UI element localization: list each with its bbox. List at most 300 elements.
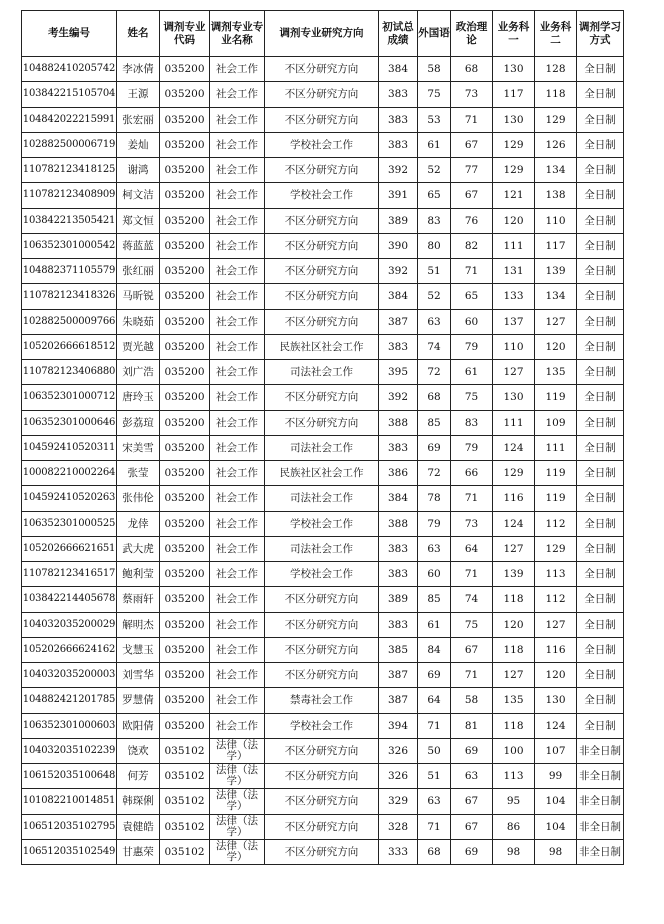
cell-total-score: 390 xyxy=(379,233,418,258)
cell-foreign-language: 78 xyxy=(418,486,451,511)
table-header xyxy=(22,11,624,57)
cell-research-direction: 不区分研究方向 xyxy=(265,107,379,132)
cell-politics: 74 xyxy=(451,587,493,612)
cell-name: 张伟伦 xyxy=(117,486,160,511)
table-row xyxy=(22,814,624,839)
cell-total-score: 392 xyxy=(379,259,418,284)
cell-politics: 63 xyxy=(451,764,493,789)
table-row xyxy=(22,309,624,334)
cell-major-code: 035200 xyxy=(160,612,210,637)
cell-major-code: 035200 xyxy=(160,233,210,258)
cell-politics: 73 xyxy=(451,82,493,107)
cell-research-direction: 司法社会工作 xyxy=(265,536,379,561)
header-politics: 政治理论 xyxy=(451,11,493,57)
cell-subject-one: 116 xyxy=(493,486,535,511)
cell-total-score: 386 xyxy=(379,461,418,486)
cell-subject-one: 129 xyxy=(493,132,535,157)
table-row xyxy=(22,360,624,385)
cell-subject-two: 134 xyxy=(535,284,577,309)
cell-subject-two: 119 xyxy=(535,461,577,486)
cell-foreign-language: 80 xyxy=(418,233,451,258)
cell-name: 袁健皓 xyxy=(117,814,160,839)
cell-major-name: 社会工作 xyxy=(210,309,265,334)
cell-name: 鲍利莹 xyxy=(117,562,160,587)
cell-foreign-language: 72 xyxy=(418,360,451,385)
cell-study-mode: 非全日制 xyxy=(577,814,624,839)
cell-subject-one: 130 xyxy=(493,385,535,410)
cell-total-score: 394 xyxy=(379,713,418,738)
table-row xyxy=(22,107,624,132)
cell-research-direction: 学校社会工作 xyxy=(265,562,379,587)
cell-politics: 69 xyxy=(451,839,493,864)
cell-study-mode: 全日制 xyxy=(577,385,624,410)
cell-candidate-id: 102882500006719 xyxy=(22,132,117,157)
cell-major-code: 035200 xyxy=(160,663,210,688)
cell-research-direction: 不区分研究方向 xyxy=(265,82,379,107)
cell-research-direction: 学校社会工作 xyxy=(265,511,379,536)
cell-major-name: 社会工作 xyxy=(210,385,265,410)
cell-politics: 67 xyxy=(451,814,493,839)
cell-foreign-language: 68 xyxy=(418,839,451,864)
cell-study-mode: 全日制 xyxy=(577,461,624,486)
header-major-code: 调剂专业代码 xyxy=(160,11,210,57)
cell-politics: 75 xyxy=(451,612,493,637)
cell-politics: 71 xyxy=(451,663,493,688)
cell-name: 刘广浩 xyxy=(117,360,160,385)
cell-major-code: 035200 xyxy=(160,82,210,107)
cell-foreign-language: 52 xyxy=(418,158,451,183)
cell-name: 唐玲玉 xyxy=(117,385,160,410)
cell-total-score: 383 xyxy=(379,107,418,132)
header-foreign-language: 外国语 xyxy=(418,11,451,57)
cell-subject-two: 126 xyxy=(535,132,577,157)
cell-foreign-language: 64 xyxy=(418,688,451,713)
cell-foreign-language: 72 xyxy=(418,461,451,486)
cell-politics: 77 xyxy=(451,158,493,183)
cell-candidate-id: 110782123406880 xyxy=(22,360,117,385)
cell-subject-two: 104 xyxy=(535,789,577,814)
cell-study-mode: 全日制 xyxy=(577,233,624,258)
cell-politics: 64 xyxy=(451,536,493,561)
cell-major-name: 社会工作 xyxy=(210,612,265,637)
table-row xyxy=(22,158,624,183)
cell-candidate-id: 106352301000542 xyxy=(22,233,117,258)
cell-candidate-id: 104032035200029 xyxy=(22,612,117,637)
cell-major-code: 035102 xyxy=(160,839,210,864)
cell-name: 张宏丽 xyxy=(117,107,160,132)
cell-major-name: 社会工作 xyxy=(210,233,265,258)
cell-major-name: 法律（法学） xyxy=(210,738,265,763)
cell-study-mode: 非全日制 xyxy=(577,738,624,763)
cell-foreign-language: 63 xyxy=(418,789,451,814)
cell-foreign-language: 71 xyxy=(418,814,451,839)
table-row xyxy=(22,208,624,233)
cell-candidate-id: 110782123416517 xyxy=(22,562,117,587)
cell-study-mode: 全日制 xyxy=(577,158,624,183)
cell-research-direction: 不区分研究方向 xyxy=(265,410,379,435)
cell-major-code: 035200 xyxy=(160,511,210,536)
cell-candidate-id: 104882410205742 xyxy=(22,57,117,82)
cell-major-name: 社会工作 xyxy=(210,82,265,107)
cell-major-code: 035200 xyxy=(160,713,210,738)
admission-table xyxy=(21,10,624,865)
cell-major-code: 035200 xyxy=(160,132,210,157)
table-row xyxy=(22,82,624,107)
cell-politics: 71 xyxy=(451,486,493,511)
cell-foreign-language: 74 xyxy=(418,334,451,359)
cell-name: 解明杰 xyxy=(117,612,160,637)
cell-foreign-language: 69 xyxy=(418,435,451,460)
table-row xyxy=(22,789,624,814)
cell-major-code: 035200 xyxy=(160,360,210,385)
cell-study-mode: 全日制 xyxy=(577,410,624,435)
cell-major-name: 社会工作 xyxy=(210,208,265,233)
cell-major-name: 社会工作 xyxy=(210,57,265,82)
cell-major-name: 法律（法学） xyxy=(210,764,265,789)
cell-major-name: 社会工作 xyxy=(210,435,265,460)
cell-name: 彭荔瑄 xyxy=(117,410,160,435)
cell-subject-one: 129 xyxy=(493,461,535,486)
cell-politics: 58 xyxy=(451,688,493,713)
cell-subject-two: 113 xyxy=(535,562,577,587)
cell-study-mode: 全日制 xyxy=(577,562,624,587)
cell-name: 郑文恒 xyxy=(117,208,160,233)
cell-politics: 76 xyxy=(451,208,493,233)
cell-subject-one: 118 xyxy=(493,587,535,612)
cell-major-code: 035200 xyxy=(160,688,210,713)
cell-name: 龙倖 xyxy=(117,511,160,536)
table-row xyxy=(22,713,624,738)
cell-candidate-id: 106352301000603 xyxy=(22,713,117,738)
table-row xyxy=(22,132,624,157)
cell-candidate-id: 104882371105579 xyxy=(22,259,117,284)
cell-foreign-language: 61 xyxy=(418,612,451,637)
header-subject-one: 业务科一 xyxy=(493,11,535,57)
cell-subject-one: 131 xyxy=(493,259,535,284)
cell-foreign-language: 83 xyxy=(418,208,451,233)
cell-name: 马昕锐 xyxy=(117,284,160,309)
cell-foreign-language: 69 xyxy=(418,663,451,688)
cell-politics: 65 xyxy=(451,284,493,309)
cell-name: 蔡雨轩 xyxy=(117,587,160,612)
cell-subject-one: 130 xyxy=(493,57,535,82)
cell-subject-one: 127 xyxy=(493,536,535,561)
cell-subject-two: 118 xyxy=(535,82,577,107)
cell-name: 宋美雪 xyxy=(117,435,160,460)
cell-research-direction: 不区分研究方向 xyxy=(265,738,379,763)
cell-major-name: 社会工作 xyxy=(210,284,265,309)
cell-research-direction: 不区分研究方向 xyxy=(265,587,379,612)
cell-study-mode: 全日制 xyxy=(577,713,624,738)
cell-foreign-language: 52 xyxy=(418,284,451,309)
cell-subject-two: 128 xyxy=(535,57,577,82)
cell-subject-one: 98 xyxy=(493,839,535,864)
cell-subject-two: 117 xyxy=(535,233,577,258)
cell-research-direction: 不区分研究方向 xyxy=(265,814,379,839)
cell-subject-one: 120 xyxy=(493,208,535,233)
cell-study-mode: 全日制 xyxy=(577,486,624,511)
cell-name: 刘雪华 xyxy=(117,663,160,688)
cell-major-name: 社会工作 xyxy=(210,132,265,157)
cell-total-score: 388 xyxy=(379,511,418,536)
table-row xyxy=(22,511,624,536)
cell-subject-two: 119 xyxy=(535,385,577,410)
table-row xyxy=(22,562,624,587)
cell-politics: 71 xyxy=(451,107,493,132)
cell-major-code: 035200 xyxy=(160,385,210,410)
cell-major-code: 035200 xyxy=(160,259,210,284)
cell-study-mode: 全日制 xyxy=(577,360,624,385)
cell-subject-two: 127 xyxy=(535,612,577,637)
cell-study-mode: 全日制 xyxy=(577,663,624,688)
cell-major-name: 社会工作 xyxy=(210,183,265,208)
cell-study-mode: 非全日制 xyxy=(577,764,624,789)
cell-total-score: 383 xyxy=(379,612,418,637)
cell-politics: 67 xyxy=(451,637,493,662)
cell-study-mode: 全日制 xyxy=(577,259,624,284)
cell-subject-two: 112 xyxy=(535,511,577,536)
cell-candidate-id: 110782123418125 xyxy=(22,158,117,183)
cell-name: 王源 xyxy=(117,82,160,107)
cell-subject-one: 127 xyxy=(493,663,535,688)
cell-candidate-id: 105202666624162 xyxy=(22,637,117,662)
header-major-name: 调剂专业专业名称 xyxy=(210,11,265,57)
cell-subject-two: 139 xyxy=(535,259,577,284)
cell-research-direction: 不区分研究方向 xyxy=(265,158,379,183)
table-body xyxy=(22,57,624,865)
cell-foreign-language: 71 xyxy=(418,713,451,738)
cell-candidate-id: 110782123418326 xyxy=(22,284,117,309)
cell-name: 罗慧倩 xyxy=(117,688,160,713)
table-row xyxy=(22,259,624,284)
cell-subject-two: 110 xyxy=(535,208,577,233)
cell-major-name: 社会工作 xyxy=(210,511,265,536)
header-row xyxy=(22,11,624,57)
cell-subject-two: 112 xyxy=(535,587,577,612)
cell-total-score: 388 xyxy=(379,410,418,435)
cell-major-code: 035200 xyxy=(160,410,210,435)
cell-research-direction: 不区分研究方向 xyxy=(265,309,379,334)
cell-major-code: 035102 xyxy=(160,789,210,814)
cell-candidate-id: 106512035102795 xyxy=(22,814,117,839)
cell-total-score: 384 xyxy=(379,284,418,309)
cell-total-score: 392 xyxy=(379,158,418,183)
cell-candidate-id: 106352301000646 xyxy=(22,410,117,435)
cell-major-code: 035200 xyxy=(160,309,210,334)
cell-foreign-language: 61 xyxy=(418,132,451,157)
cell-major-code: 035200 xyxy=(160,637,210,662)
cell-foreign-language: 68 xyxy=(418,385,451,410)
header-subject-two: 业务科二 xyxy=(535,11,577,57)
cell-subject-one: 121 xyxy=(493,183,535,208)
cell-candidate-id: 100082210002264 xyxy=(22,461,117,486)
cell-politics: 61 xyxy=(451,360,493,385)
cell-name: 蒋蓝蓝 xyxy=(117,233,160,258)
table-row xyxy=(22,284,624,309)
cell-subject-two: 109 xyxy=(535,410,577,435)
cell-name: 韩琛俐 xyxy=(117,789,160,814)
table-row xyxy=(22,738,624,763)
cell-total-score: 383 xyxy=(379,562,418,587)
table-row xyxy=(22,486,624,511)
table-row xyxy=(22,663,624,688)
cell-subject-one: 113 xyxy=(493,764,535,789)
cell-name: 朱晓茹 xyxy=(117,309,160,334)
cell-subject-one: 111 xyxy=(493,410,535,435)
table-row xyxy=(22,334,624,359)
cell-research-direction: 司法社会工作 xyxy=(265,360,379,385)
cell-foreign-language: 63 xyxy=(418,536,451,561)
cell-name: 饶欢 xyxy=(117,738,160,763)
cell-research-direction: 司法社会工作 xyxy=(265,486,379,511)
cell-total-score: 326 xyxy=(379,738,418,763)
cell-research-direction: 民族社区社会工作 xyxy=(265,461,379,486)
cell-subject-one: 100 xyxy=(493,738,535,763)
cell-research-direction: 民族社区社会工作 xyxy=(265,334,379,359)
cell-politics: 69 xyxy=(451,738,493,763)
cell-total-score: 326 xyxy=(379,764,418,789)
cell-name: 张莹 xyxy=(117,461,160,486)
cell-subject-two: 99 xyxy=(535,764,577,789)
cell-politics: 60 xyxy=(451,309,493,334)
cell-name: 李冰倩 xyxy=(117,57,160,82)
cell-total-score: 383 xyxy=(379,334,418,359)
cell-subject-one: 124 xyxy=(493,511,535,536)
cell-foreign-language: 84 xyxy=(418,637,451,662)
cell-research-direction: 不区分研究方向 xyxy=(265,284,379,309)
cell-total-score: 328 xyxy=(379,814,418,839)
cell-total-score: 383 xyxy=(379,82,418,107)
cell-politics: 83 xyxy=(451,410,493,435)
header-name: 姓名 xyxy=(117,11,160,57)
cell-study-mode: 全日制 xyxy=(577,587,624,612)
header-total-score: 初试总成绩 xyxy=(379,11,418,57)
cell-candidate-id: 104592410520311 xyxy=(22,435,117,460)
table-row xyxy=(22,612,624,637)
cell-subject-one: 117 xyxy=(493,82,535,107)
table-row xyxy=(22,764,624,789)
cell-study-mode: 非全日制 xyxy=(577,839,624,864)
cell-research-direction: 学校社会工作 xyxy=(265,183,379,208)
cell-research-direction: 不区分研究方向 xyxy=(265,385,379,410)
cell-study-mode: 全日制 xyxy=(577,435,624,460)
cell-candidate-id: 110782123408909 xyxy=(22,183,117,208)
cell-name: 张红丽 xyxy=(117,259,160,284)
cell-politics: 67 xyxy=(451,789,493,814)
cell-major-code: 035102 xyxy=(160,764,210,789)
cell-study-mode: 非全日制 xyxy=(577,789,624,814)
cell-subject-two: 130 xyxy=(535,688,577,713)
header-research-direction: 调剂专业研究方向 xyxy=(265,11,379,57)
header-candidate-id: 考生编号 xyxy=(22,11,117,57)
cell-major-code: 035200 xyxy=(160,107,210,132)
cell-name: 戈慧玉 xyxy=(117,637,160,662)
cell-study-mode: 全日制 xyxy=(577,637,624,662)
table-row xyxy=(22,688,624,713)
cell-subject-two: 119 xyxy=(535,486,577,511)
cell-politics: 67 xyxy=(451,183,493,208)
cell-subject-one: 110 xyxy=(493,334,535,359)
cell-candidate-id: 103842215105704 xyxy=(22,82,117,107)
cell-subject-one: 111 xyxy=(493,233,535,258)
cell-candidate-id: 104592410520263 xyxy=(22,486,117,511)
cell-study-mode: 全日制 xyxy=(577,536,624,561)
cell-major-name: 社会工作 xyxy=(210,259,265,284)
cell-politics: 68 xyxy=(451,57,493,82)
table-row xyxy=(22,233,624,258)
cell-major-name: 社会工作 xyxy=(210,536,265,561)
cell-subject-one: 137 xyxy=(493,309,535,334)
cell-candidate-id: 102882500009766 xyxy=(22,309,117,334)
cell-politics: 71 xyxy=(451,259,493,284)
cell-foreign-language: 75 xyxy=(418,82,451,107)
cell-name: 甘惠荣 xyxy=(117,839,160,864)
cell-subject-two: 120 xyxy=(535,663,577,688)
cell-foreign-language: 65 xyxy=(418,183,451,208)
cell-study-mode: 全日制 xyxy=(577,132,624,157)
cell-subject-two: 135 xyxy=(535,360,577,385)
table-row xyxy=(22,461,624,486)
cell-subject-one: 86 xyxy=(493,814,535,839)
cell-subject-two: 120 xyxy=(535,334,577,359)
cell-politics: 75 xyxy=(451,385,493,410)
cell-major-name: 社会工作 xyxy=(210,410,265,435)
cell-research-direction: 不区分研究方向 xyxy=(265,663,379,688)
cell-politics: 67 xyxy=(451,132,493,157)
table-row xyxy=(22,637,624,662)
cell-major-name: 社会工作 xyxy=(210,663,265,688)
cell-total-score: 387 xyxy=(379,309,418,334)
cell-name: 柯文洁 xyxy=(117,183,160,208)
cell-politics: 73 xyxy=(451,511,493,536)
cell-major-name: 社会工作 xyxy=(210,461,265,486)
cell-politics: 81 xyxy=(451,713,493,738)
cell-subject-two: 129 xyxy=(535,107,577,132)
cell-major-name: 法律（法学） xyxy=(210,814,265,839)
cell-subject-one: 118 xyxy=(493,637,535,662)
cell-subject-one: 120 xyxy=(493,612,535,637)
cell-major-name: 社会工作 xyxy=(210,334,265,359)
cell-foreign-language: 51 xyxy=(418,764,451,789)
cell-research-direction: 不区分研究方向 xyxy=(265,764,379,789)
cell-total-score: 395 xyxy=(379,360,418,385)
cell-study-mode: 全日制 xyxy=(577,82,624,107)
cell-politics: 79 xyxy=(451,435,493,460)
cell-major-code: 035200 xyxy=(160,208,210,233)
table-row xyxy=(22,839,624,864)
cell-subject-two: 124 xyxy=(535,713,577,738)
cell-name: 欧阳倩 xyxy=(117,713,160,738)
cell-foreign-language: 58 xyxy=(418,57,451,82)
cell-study-mode: 全日制 xyxy=(577,612,624,637)
cell-foreign-language: 53 xyxy=(418,107,451,132)
cell-candidate-id: 104842022215991 xyxy=(22,107,117,132)
cell-total-score: 392 xyxy=(379,385,418,410)
cell-research-direction: 学校社会工作 xyxy=(265,713,379,738)
cell-total-score: 383 xyxy=(379,435,418,460)
cell-major-name: 社会工作 xyxy=(210,107,265,132)
cell-candidate-id: 106512035102549 xyxy=(22,839,117,864)
cell-subject-one: 129 xyxy=(493,158,535,183)
cell-foreign-language: 85 xyxy=(418,410,451,435)
cell-politics: 66 xyxy=(451,461,493,486)
cell-research-direction: 不区分研究方向 xyxy=(265,637,379,662)
cell-major-name: 社会工作 xyxy=(210,486,265,511)
cell-major-name: 社会工作 xyxy=(210,713,265,738)
cell-major-name: 社会工作 xyxy=(210,158,265,183)
cell-candidate-id: 104032035200003 xyxy=(22,663,117,688)
cell-research-direction: 学校社会工作 xyxy=(265,132,379,157)
